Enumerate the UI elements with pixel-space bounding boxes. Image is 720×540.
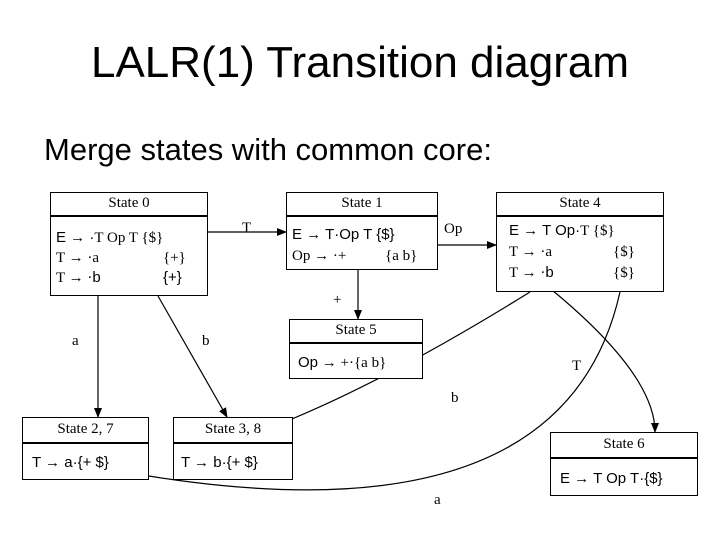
state-4-body [496,216,664,292]
item-text: {+} [163,250,186,266]
state-0-item-1 [56,228,163,248]
state-6-header [550,432,698,458]
item-text: Op [298,354,319,371]
edge-label-t-s0-s1: T [242,220,252,236]
state-3-8-title: State 3, 8 [204,421,262,437]
edge-label-t-s4-s6: T [572,358,582,374]
state-6-item-1 [560,469,663,489]
state-0-body [50,216,208,296]
state-4-lookahead-3 [613,263,635,283]
state-5-header [289,319,423,343]
state-2-7-header [22,417,149,443]
item-text: T → ·a [509,244,553,260]
state-1-header [286,192,438,216]
item-text: T → · [509,265,546,281]
state-4-title: State 4 [559,195,601,211]
state-1-item-2 [292,246,346,266]
item-text: b [545,264,554,281]
state-0-title: State 0 [108,195,150,211]
edge-label-a-s0-s27: a [72,333,79,349]
state-5-title: State 5 [335,322,377,338]
state-1-title: State 1 [341,195,383,211]
edge-label-plus-s1-s5: + [333,292,342,308]
state-4-lookahead-2 [613,242,635,262]
state-0-item-3 [56,268,101,288]
item-text: T → ·a [56,250,100,266]
diagram-title: LALR(1) Transition diagram [90,38,629,87]
item-text: T → b·{+ $} [181,454,258,471]
item-text: {a b} [385,248,418,264]
item-text: T Op T {$} [94,230,164,246]
item-text: → +·{a b} [321,355,387,371]
item-text: E → T·Op T {$} [292,226,395,243]
state-3-8-header [173,417,293,443]
state-6-title: State 6 [603,436,645,452]
state-3-8-body [173,443,293,480]
edge-s0-to-s38 [158,296,227,417]
state-0-lookahead-2 [163,248,186,268]
state-6-body [550,458,698,496]
item-text: E → T Op T·{$} [560,470,663,487]
item-text: {$} [613,265,635,281]
state-4-item-3 [509,263,554,283]
edge-label-b-s0-s38: b [202,333,210,349]
state-4-header [496,192,664,216]
state-3-8-item-1 [181,453,258,473]
item-text: b [92,269,101,286]
edge-label-a-s4-s27: a [434,492,441,508]
state-4-item-1 [509,221,615,241]
item-text: {+} [163,269,182,286]
state-1-body [286,216,438,270]
item-text: {$} [613,244,635,260]
state-2-7-title: State 2, 7 [57,421,114,437]
state-0-lookahead-3 [163,268,182,288]
state-0-item-2 [56,248,99,268]
item-text: T {$} [580,223,615,239]
item-text: T → a·{+ $} [32,454,109,471]
item-text: E → · [56,229,95,246]
item-text: Op → ·+ [292,248,347,264]
state-5-body [289,343,423,379]
edge-s4-to-s6 [552,290,655,432]
state-5-item-1 [298,353,386,373]
state-2-7-body [22,443,149,480]
state-0-header [50,192,208,216]
state-1-item-1 [292,225,395,245]
state-1-lookahead-2 [385,246,417,266]
state-2-7-item-1 [32,453,109,473]
diagram-subtitle: Merge states with common core: [44,132,492,167]
item-text: T → · [56,270,93,286]
state-4-item-2 [509,242,552,262]
item-text: E → T Op· [509,222,581,239]
edge-label-b-s4-s38: b [451,390,459,406]
edge-label-op-s1-s4: Op [444,221,463,237]
